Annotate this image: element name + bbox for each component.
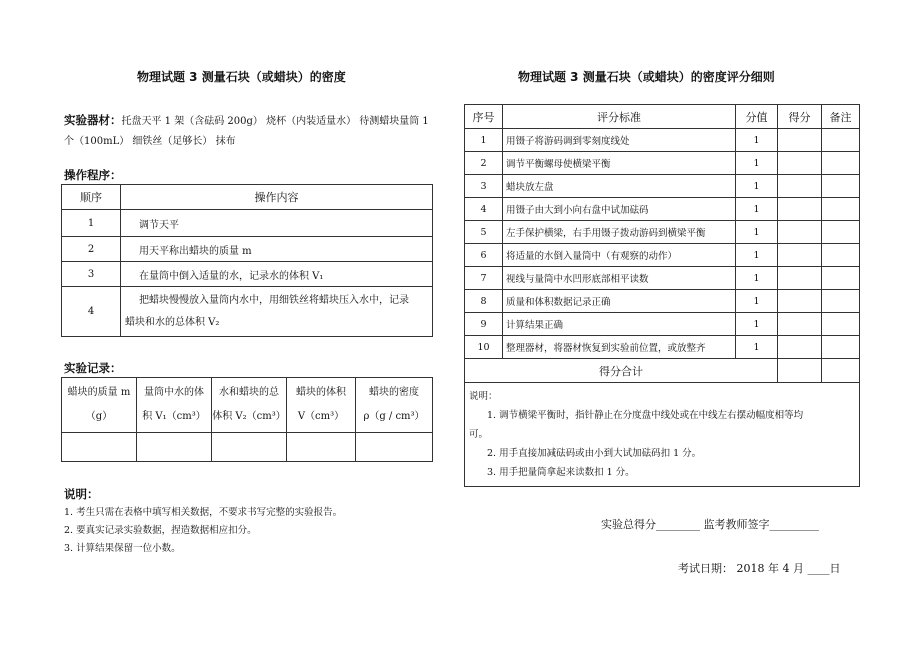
procedure-row [62, 287, 433, 337]
procedure-header-no: 顺序 [62, 185, 121, 210]
score-row: 1 用镊子将游码调到零刻度线处 1 [465, 129, 860, 152]
left-notes-label: 说明： [64, 487, 99, 501]
right-notes-label: 说明： [469, 391, 498, 402]
procedure-no: 1 [62, 210, 121, 237]
score-header-no: 序号 [465, 105, 503, 129]
right-note: 2. 用手直接加减砝码或由小到大试加砝码扣 1 分。 [487, 448, 702, 459]
procedure-row [62, 210, 433, 237]
record-table [61, 377, 433, 462]
left-title: 物理试题 3 测量石块（或蜡块）的密度 [137, 70, 346, 84]
score-row: 6 将适量的水倒入量筒中（有观察的动作） 1 [465, 244, 860, 267]
procedure-text: 用天平称出蜡块的质量 m [121, 237, 433, 262]
procedure-no: 3 [62, 262, 121, 287]
right-note: 1. 调节横梁平衡时，指针静止在分度盘中线处或在中线左右摆动幅度相等均 [487, 410, 804, 421]
right-title: 物理试题 3 测量石块（或蜡块）的密度评分细则 [518, 70, 775, 84]
record-header-v1: 量筒中水的体 积 V₁（cm³） [137, 378, 212, 433]
record-empty-row [62, 433, 433, 462]
procedure-no: 2 [62, 237, 121, 262]
right-note: 3. 用手把量筒拿起来读数扣 1 分。 [487, 467, 635, 478]
record-cell[interactable] [287, 433, 356, 462]
score-row: 5 左手保护横梁，右手用镊子拨动游码到横梁平衡 1 [465, 221, 860, 244]
total-score-signature: 实验总得分________ 监考教师签字_________ [601, 518, 819, 531]
record-cell[interactable] [356, 433, 433, 462]
record-label: 实验记录： [64, 361, 122, 375]
procedure-text: 把蜡块慢慢放入量筒内水中，用细铁丝将蜡块压入水中，记录 [139, 294, 409, 306]
scoring-table [464, 104, 860, 487]
equipment-line1: 托盘天平 1 架（含砝码 200g） 烧杯（内装适量水） 待测蜡块量筒 1 [121, 116, 429, 127]
procedure-label: 操作程序： [64, 168, 122, 182]
right-note: 可。 [469, 429, 489, 440]
score-row: 9 计算结果正确 1 [465, 313, 860, 336]
left-notes [64, 504, 342, 558]
score-total-label: 得分合计 [465, 359, 778, 383]
left-note: 1. 考生只需在表格中填写相关数据，不要求书写完整的实验报告。 [64, 507, 343, 518]
record-cell[interactable] [62, 433, 137, 462]
record-cell[interactable] [212, 433, 287, 462]
scoring-notes-row [465, 383, 860, 487]
left-note: 3. 计算结果保留一位小数。 [64, 543, 181, 554]
score-header-remark: 备注 [822, 105, 860, 129]
record-header-v: 蜡块的体积 V（cm³） [287, 378, 356, 433]
score-row: 3 蜡块放左盘 1 [465, 175, 860, 198]
procedure-text: 调节天平 [121, 210, 433, 237]
record-header-density: 蜡块的密度 ρ（g / cm³） [356, 378, 433, 433]
score-row: 8 质量和体积数据记录正确 1 [465, 290, 860, 313]
equipment-label: 实验器材： [64, 113, 122, 127]
exam-date: 考试日期： 2018 年 4 月 ____日 [678, 562, 841, 575]
score-row: 10 整理器材，将器材恢复到实验前位置，或放整齐 1 [465, 336, 860, 359]
score-total-cell[interactable] [778, 359, 822, 383]
procedure-text-2: 蜡块和水的总体积 V₂ [125, 316, 220, 328]
left-note: 2. 要真实记录实验数据，捏造数据相应扣分。 [64, 525, 257, 536]
record-cell[interactable] [137, 433, 212, 462]
record-header-v2: 水和蜡块的总 体积 V₂（cm³） [212, 378, 287, 433]
procedure-header-content: 操作内容 [121, 185, 433, 210]
procedure-text: 在量筒中倒入适量的水，记录水的体积 V₁ [121, 262, 433, 287]
equipment-block [64, 110, 434, 152]
score-total-row [465, 359, 860, 383]
score-header-earned: 得分 [778, 105, 822, 129]
score-header-criteria: 评分标准 [503, 105, 736, 129]
record-header-mass: 蜡块的质量 m （g） [62, 378, 137, 433]
procedure-no: 4 [62, 287, 121, 337]
equipment-line2: 个（100mL） 细铁丝（足够长） 抹布 [64, 136, 236, 147]
procedure-table [61, 184, 433, 337]
procedure-row [62, 262, 433, 287]
score-header-points: 分值 [736, 105, 778, 129]
score-row: 7 视线与量筒中水凹形底部相平读数 1 [465, 267, 860, 290]
procedure-row [62, 237, 433, 262]
score-row: 4 用镊子由大到小向右盘中试加砝码 1 [465, 198, 860, 221]
score-row: 2 调节平衡螺母使横梁平衡 1 [465, 152, 860, 175]
